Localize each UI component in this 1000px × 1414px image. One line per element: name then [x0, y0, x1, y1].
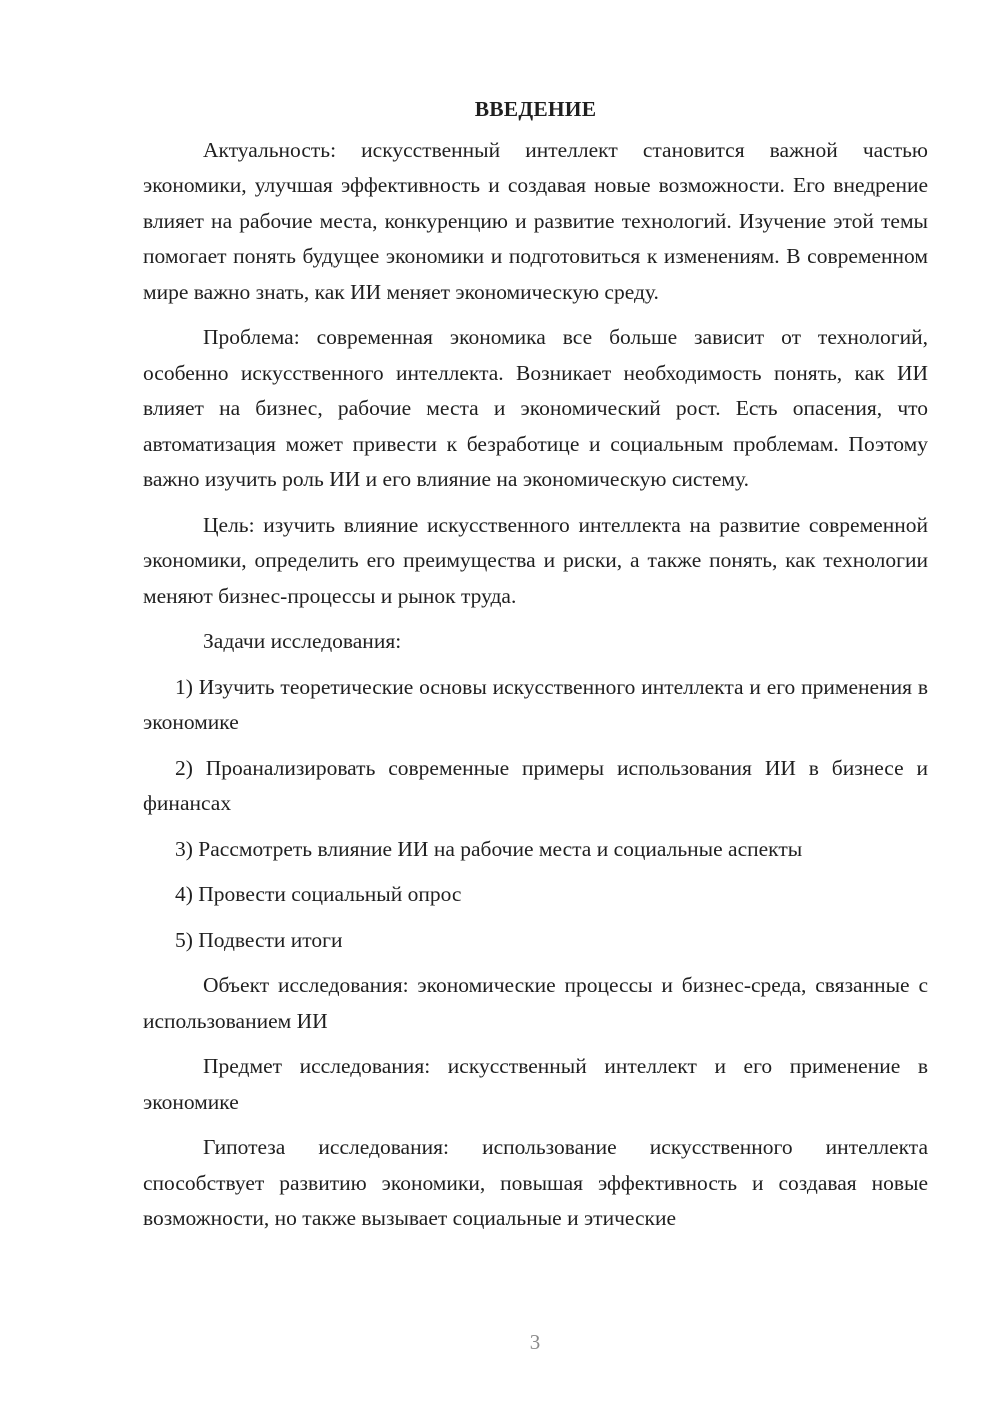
task-item-1: 1) Изучить теоретические основы искусственного интеллекта и его применения в экономике — [143, 674, 928, 734]
task-item-3: 3) Рассмотреть влияние ИИ на рабочие места и социальные аспекты — [175, 836, 803, 861]
hypothesis-paragraph: Гипотеза исследования: использование искусственного интеллекта способствует развитию экономики, повышая эффективность и создавая новые возможности, но также вызывает социальные и этические — [143, 1135, 928, 1230]
task-item-5: 5) Подвести итоги — [175, 927, 343, 952]
goal-paragraph: Цель: изучить влияние искусственного интеллекта на развитие современной экономики, определить его преимущества и риски, а также понять, как технологии меняют бизнес-процессы и рынок труда. — [143, 512, 928, 608]
object-paragraph: Объект исследования: экономические процессы и бизнес-среда, связанные с использованием ИИ — [143, 973, 928, 1033]
subject-paragraph: Предмет исследования: искусственный интеллект и его применение в экономике — [143, 1054, 928, 1114]
relevance-paragraph: Актуальность: искусственный интеллект становится важной частью экономики, улучшая эффективность и создавая новые возможности. Его внедрение влияет на рабочие места, конкуренцию и развитие технологий. Изучение этой темы помогает понять будущее экономики и подготовиться к изменениям. В современном мире важно знать, как ИИ меняет экономическую среду. — [143, 137, 928, 304]
task-item-4: 4) Провести социальный опрос — [175, 882, 462, 906]
section-heading: ВВЕДЕНИЕ — [474, 97, 597, 121]
problem-paragraph: Проблема: современная экономика все больше зависит от технологий, особенно искусственного интеллекта. Возникает необходимость понять, как ИИ влияет на бизнес, рабочие места и экономический рост. Есть опасения, что автоматизация может привести к безработице и социальным проблемам. Поэтому важно изучить роль ИИ и его влияние на экономическую систему. — [143, 325, 928, 491]
tasks-title: Задачи исследования: — [203, 629, 402, 653]
page-number: 3 — [529, 1330, 541, 1354]
document-page — [143, 92, 928, 1247]
task-item-2: 2) Проанализировать современные примеры использования ИИ в бизнесе и финансах — [143, 755, 928, 815]
